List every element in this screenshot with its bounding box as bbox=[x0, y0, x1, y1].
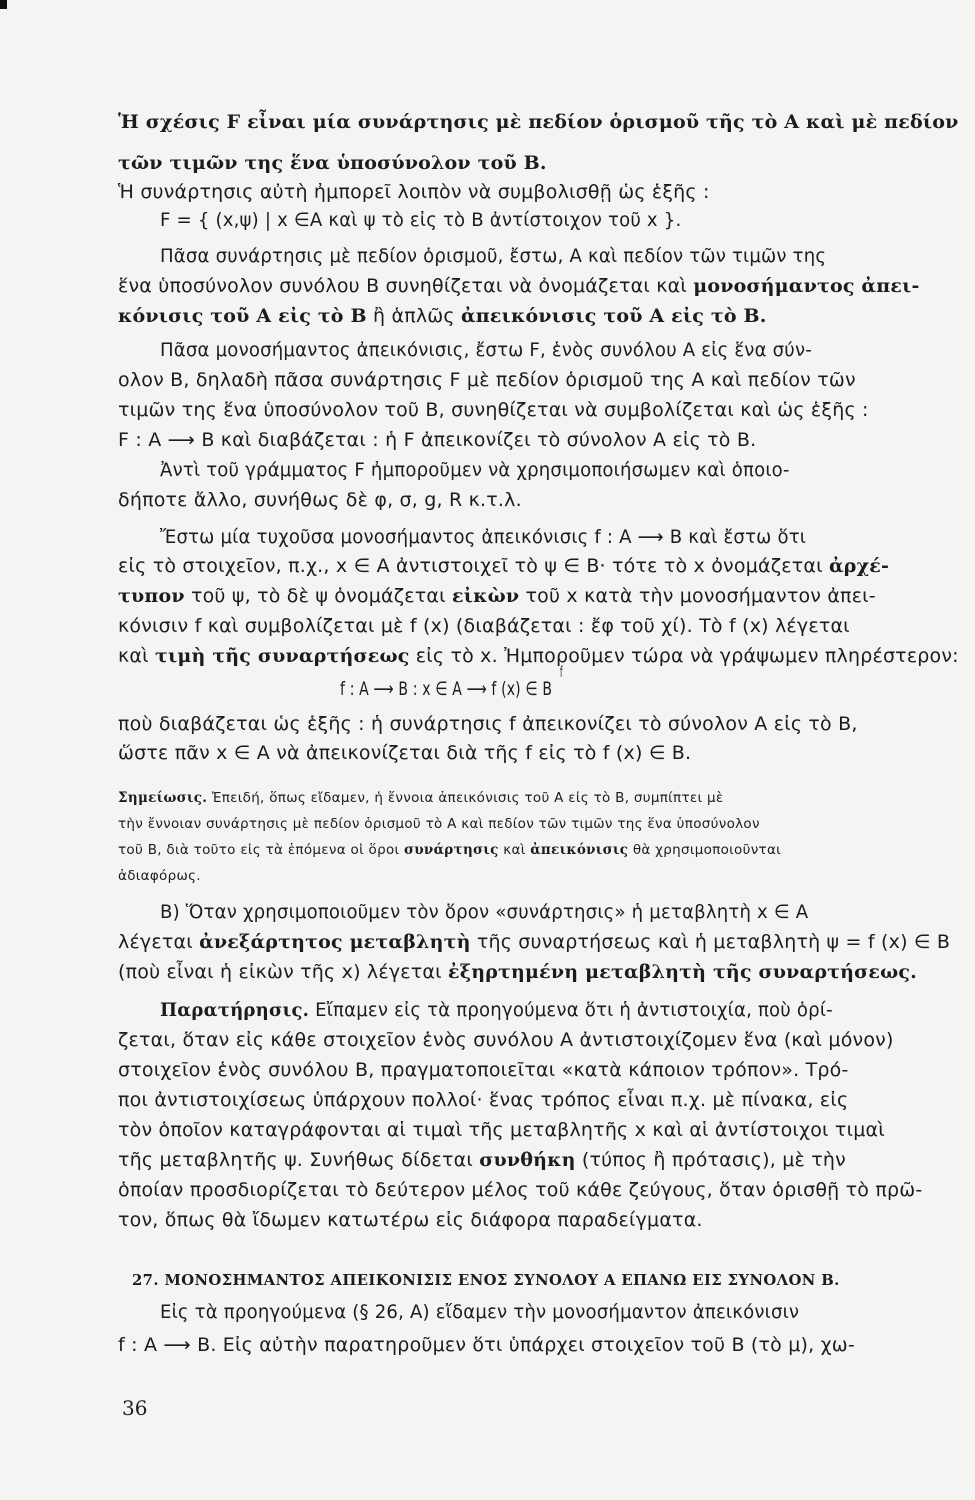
text-segment: κόνισιν f καὶ συμβολίζεται μὲ f (x) (διαβάζεται : ἔφ τοῦ χί). Τὸ f (x) λέγεται bbox=[118, 615, 850, 637]
text-line bbox=[118, 488, 958, 512]
text-segment: τοῦ B, διὰ τοῦτο εἰς τὰ ἑπόμενα οἱ ὅροι bbox=[118, 842, 404, 858]
bold-term: ἀνεξάρτητος μεταβλητὴ bbox=[199, 931, 471, 953]
text-segment: Πᾶσα συνάρτησις μὲ πεδίον ὁρισμοῦ, ἔστω, A καὶ πεδίον τῶν τιμῶν της bbox=[160, 245, 827, 267]
text-segment: εἰς τὸ στοιχεῖον, π.χ., x ∈ A ἀντιστοιχεῖ τὸ ψ ∈ B· τότε τὸ x ὀνομάζεται bbox=[118, 555, 829, 577]
text-segment: 27. ΜΟΝΟΣΗΜΑΝΤΟΣ ΑΠΕΙΚΟΝΙΣΙΣ ΕΝΟΣ ΣΥΝΟΛΟΥ A ΕΠΑΝΩ ΕΙΣ ΣΥΝΟΛΟΝ B. bbox=[132, 1271, 840, 1289]
text-line bbox=[118, 584, 958, 608]
paragraph-start-line bbox=[160, 998, 960, 1022]
page-number: 36 bbox=[122, 1396, 148, 1420]
text-segment: τοῦ x κατὰ τὴν μονοσήμαντον ἀπει- bbox=[519, 585, 876, 607]
text-segment: Εἴπαμεν εἰς τὰ προηγούμενα ὅτι ἡ ἀντιστοιχία, ποὺ ὁρί- bbox=[309, 999, 833, 1021]
bold-term: τυπον bbox=[118, 585, 185, 607]
bold-term: συνάρτησις bbox=[404, 842, 499, 858]
text-segment: στοιχεῖον ἑνὸς συνόλου B, πραγματοποιεῖται «κατὰ κάποιον τρόπον». Τρό- bbox=[118, 1059, 849, 1081]
text-segment: ζεται, ὅταν εἰς κάθε στοιχεῖον ἑνὸς συνόλου A ἀντιστοιχίζομεν ἕνα (καὶ μόνον) bbox=[118, 1029, 894, 1051]
note-line bbox=[118, 814, 958, 834]
note-line bbox=[118, 866, 958, 886]
text-line bbox=[118, 1208, 958, 1232]
text-segment: εἰς τὸ x. Ἠμποροῦμεν τώρα νὰ γράψωμεν πληρέστερον: bbox=[409, 645, 959, 667]
paragraph-start-line bbox=[160, 338, 960, 362]
text-line bbox=[118, 554, 958, 578]
text-line bbox=[118, 1058, 958, 1082]
bold-term: τιμὴ τῆς συναρτήσεως bbox=[155, 645, 410, 667]
text-segment: F : A ⟶ B καὶ διαβάζεται : ἡ F ἀπεικονίζει τὸ σύνολον A εἰς τὸ B. bbox=[118, 429, 757, 451]
text-segment: ἀδιαφόρως. bbox=[118, 868, 201, 884]
formula-line bbox=[340, 677, 960, 701]
bold-term: Σημείωσις. bbox=[118, 790, 208, 806]
paragraph-start-line bbox=[160, 525, 960, 549]
paragraph-start-line bbox=[160, 458, 960, 482]
text-segment: ποι ἀντιστοιχίσεως ὑπάρχουν πολλοί· ἕνας τρόπος εἶναι π.χ. μὲ πίνακα, εἰς bbox=[118, 1089, 849, 1111]
text-line bbox=[118, 741, 958, 765]
bold-term: ἀπεικόνισις bbox=[530, 842, 629, 858]
text-line bbox=[118, 304, 958, 328]
text-segment: ἢ ἁπλῶς bbox=[366, 305, 461, 327]
text-segment: καὶ bbox=[118, 645, 155, 667]
text-segment: λέγεται bbox=[118, 931, 200, 953]
text-line bbox=[118, 1178, 958, 1202]
text-line bbox=[118, 398, 958, 422]
text-segment: τιμῶν της ἕνα ὑποσύνολον τοῦ B, συνηθίζεται νὰ συμβολίζεται καὶ ὡς ἑξῆς : bbox=[118, 399, 869, 421]
text-segment: τοῦ ψ, τὸ δὲ ψ ὀνομάζεται bbox=[184, 585, 453, 607]
formula-line bbox=[160, 208, 960, 232]
text-segment: ὥστε πᾶν x ∈ A νὰ ἀπεικονίζεται διὰ τῆς f εἰς τὸ f (x) ∈ B. bbox=[118, 742, 692, 764]
text-segment: Ἀντὶ τοῦ γράμματος F ἠμποροῦμεν νὰ χρησιμοποιήσωμεν καὶ ὁποιο- bbox=[160, 459, 790, 481]
text-line bbox=[118, 1088, 958, 1112]
bold-term: τῶν τιμῶν της ἕνα ὑποσύνολον τοῦ B. bbox=[118, 152, 547, 174]
text-segment: Ἐπειδή, ὅπως εἴδαμεν, ἡ ἔννοια ἀπεικόνισις τοῦ A εἰς τὸ B, συμπίπτει μὲ bbox=[207, 790, 724, 806]
text-segment: (ποὺ εἶναι ἡ εἰκὼν τῆς x) λέγεται bbox=[118, 961, 448, 983]
text-segment: (τύπος ἢ πρότασις), μὲ τὴν bbox=[575, 1149, 846, 1171]
text-segment: τον, ὅπως θὰ ἴδωμεν κατωτέρω εἰς διάφορα παραδείγματα. bbox=[118, 1209, 703, 1231]
note-line bbox=[118, 788, 958, 808]
bold-term: μονοσήμαντος ἀπει- bbox=[693, 275, 920, 297]
bold-term: ἀπεικόνισις τοῦ A εἰς τὸ B. bbox=[460, 305, 767, 327]
text-segment: f bbox=[560, 663, 563, 681]
bold-term: συνθήκη bbox=[479, 1149, 576, 1171]
text-line bbox=[118, 368, 958, 392]
text-segment: ὁποίαν προσδιορίζεται τὸ δεύτερον μέλος τοῦ κάθε ζεύγους, ὅταν ὁρισθῇ τὸ πρῶ- bbox=[118, 1179, 923, 1201]
text-segment: B) Ὅταν χρησιμοποιοῦμεν τὸν ὅρον «συνάρτησις» ἡ μεταβλητὴ x ∈ A bbox=[160, 901, 809, 923]
text-segment: τὸν ὁποῖον καταγράφονται αἱ τιμαὶ τῆς μεταβλητῆς x καὶ αἱ ἀντίστοιχοι τιμαὶ bbox=[118, 1119, 885, 1141]
paragraph-start-line bbox=[160, 1300, 960, 1324]
scan-corner-mark bbox=[0, 0, 7, 9]
text-line bbox=[118, 428, 958, 452]
section-heading bbox=[132, 1268, 960, 1292]
text-segment: ποὺ διαβάζεται ὡς ἑξῆς : ἡ συνάρτησις f ἀπεικονίζει τὸ σύνολον A εἰς τὸ B, bbox=[118, 713, 858, 735]
text-segment: δήποτε ἄλλο, συνήθως δὲ φ, σ, g, R κ.τ.λ. bbox=[118, 489, 522, 511]
bold-term: ἐξηρτημένη μεταβλητὴ τῆς συναρτήσεως. bbox=[448, 961, 917, 983]
text-segment: τὴν ἔννοιαν συνάρτησις μὲ πεδίον ὁρισμοῦ τὸ A καὶ πεδίον τῶν τιμῶν της ἕνα ὑποσύνολον bbox=[118, 816, 760, 832]
bold-term: ἀρχέ- bbox=[828, 555, 890, 577]
text-line bbox=[118, 960, 958, 984]
text-line bbox=[118, 180, 958, 204]
text-line bbox=[118, 614, 958, 638]
paragraph-start-line bbox=[160, 900, 960, 924]
text-segment: f : A ⟶ B. Εἰς αὐτὴν παρατηροῦμεν ὅτι ὑπάρχει στοιχεῖον τοῦ B (τὸ μ), χω- bbox=[118, 1334, 855, 1356]
text-segment: Εἰς τὰ προηγούμενα (§ 26, A) εἴδαμεν τὴν μονοσήμαντον ἀπεικόνισιν bbox=[160, 1301, 800, 1323]
bold-term: κόνισις τοῦ A εἰς τὸ B bbox=[118, 305, 367, 327]
paragraph-start-line bbox=[160, 244, 960, 268]
text-line bbox=[118, 151, 958, 175]
note-line bbox=[118, 840, 958, 860]
text-segment: θὰ χρησιμοποιοῦνται bbox=[628, 842, 782, 858]
text-line bbox=[118, 110, 958, 134]
bold-term: Ἡ σχέσις F εἶναι μία συνάρτησις μὲ πεδίον ὁρισμοῦ τῆς τὸ A καὶ μὲ πεδίον bbox=[118, 111, 959, 133]
text-line bbox=[118, 274, 958, 298]
text-segment: τῆς συναρτήσεως καὶ ἡ μεταβλητὴ ψ = f (x) ∈ B bbox=[470, 931, 951, 953]
text-segment: καὶ bbox=[498, 842, 531, 858]
text-line bbox=[118, 1118, 958, 1142]
text-segment: f : A ⟶ B : x ∈ A ⟶ f (x) ∈ B bbox=[340, 678, 553, 700]
bold-term: Παρατήρησις. bbox=[160, 999, 310, 1021]
text-line bbox=[118, 1028, 958, 1052]
text-segment: F = { (x,ψ) | x ∈A καὶ ψ τὸ εἰς τὸ B ἀντίστοιχον τοῦ x }. bbox=[160, 209, 682, 231]
text-line bbox=[118, 1148, 958, 1172]
text-line bbox=[118, 930, 958, 954]
text-segment: Ἡ συνάρτησις αὐτὴ ἠμπορεῖ λοιπὸν νὰ συμβολισθῇ ὡς ἑξῆς : bbox=[118, 181, 710, 203]
text-line bbox=[118, 712, 958, 736]
text-segment: Ἔστω μία τυχοῦσα μονοσήμαντος ἀπεικόνισις f : A ⟶ B καὶ ἔστω ὅτι bbox=[160, 526, 807, 548]
bold-term: εἰκὼν bbox=[452, 585, 520, 607]
text-segment: Πᾶσα μονοσήμαντος ἀπεικόνισις, ἔστω F, ἑνὸς συνόλου A εἰς ἕνα σύν- bbox=[160, 339, 812, 361]
text-segment: τῆς μεταβλητῆς ψ. Συνήθως δίδεται bbox=[118, 1149, 480, 1171]
text-segment: ολον B, δηλαδὴ πᾶσα συνάρτησις F μὲ πεδίον ὁρισμοῦ της A καὶ πεδίον τῶν bbox=[118, 369, 856, 391]
text-segment: ἕνα ὑποσύνολον συνόλου B συνηθίζεται νὰ ὀνομάζεται καὶ bbox=[118, 275, 694, 297]
text-line bbox=[118, 1333, 958, 1357]
